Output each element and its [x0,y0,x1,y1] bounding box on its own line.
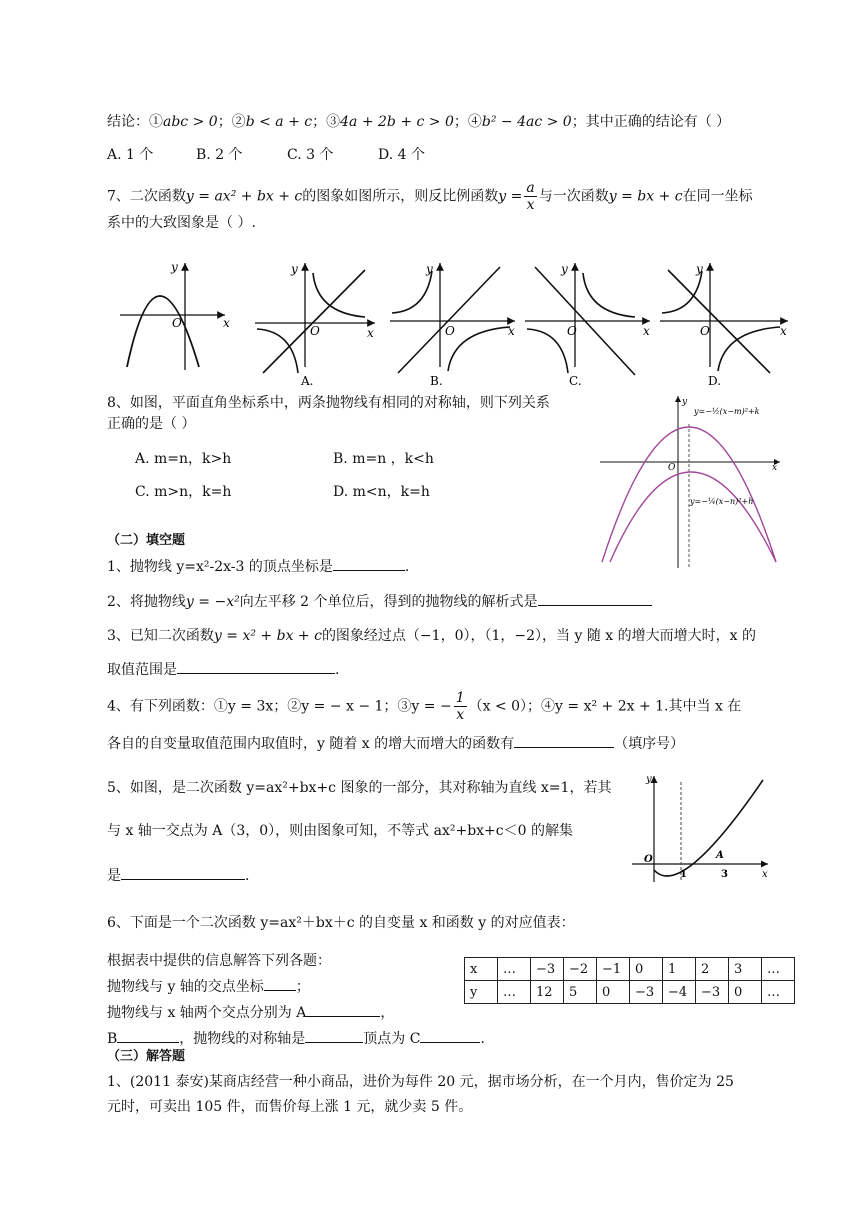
table-cell: −3 [531,958,564,981]
fill-q4-frac-num: 1 [455,690,465,706]
q7-frac-den: x [526,197,535,213]
fill-q1-end: . [404,559,410,575]
fill-q3-expr: y = x² + bx + c [213,628,322,644]
q8-option-c[interactable]: C. m>n，k=h [135,484,232,500]
fill-q3-text-b: 的图象经过点（−1，0），（1，−2），当 y 随 x 的增大而增大时，x 的 [321,628,756,644]
svg-text:x: x [780,324,787,338]
q7-frac-num: a [526,180,535,196]
q7-linear: y = bx + c [608,188,683,205]
fill-q5-tick-3: 3 [721,869,728,880]
svg-text:O: O [668,463,676,473]
conclusion-4: b² − 4ac > 0 [481,114,572,130]
fill-q5-tick-1: 1 [680,869,687,880]
conclusion-3-mark: ；③ [312,114,341,130]
svg-text:O: O [567,324,577,338]
fill-q3-line2 [107,659,339,680]
fill-q5-blank[interactable] [121,865,245,880]
table-row [465,981,795,1004]
table-cell: 2 [696,958,729,981]
q6-option-c[interactable]: C. 3 个 [287,147,334,163]
svg-text:y: y [696,262,703,276]
section2-heading: （二）填空题 [107,533,186,548]
table-cell: −2 [564,958,597,981]
q6-option-d[interactable]: D. 4 个 [378,147,425,163]
q7-y-label: y [171,260,178,274]
q7-origin-label: O [172,316,182,330]
q8-option-b[interactable]: B. m=n ，k<h [333,451,434,467]
q8-option-a[interactable]: A. m=n，k>h [135,451,232,467]
table-cell: −3 [630,981,663,1004]
svg-text:O: O [700,324,710,338]
fill-q6-blank-axis[interactable] [305,1028,363,1043]
table-cell: … [498,981,531,1004]
answer-q1-line2: 元时，可卖出 105 件，而售价每上涨 1 元，就少卖 5 件。 [107,1099,473,1115]
conclusions-prefix: 结论： [107,114,149,130]
table-cell: x [465,958,498,981]
q8-curve2-label: y=−¼(x−n)²+h [690,497,754,506]
fill-q5-x-label: x [762,869,768,880]
fill-q3-blank[interactable] [177,659,335,674]
fill-q5-line2: 与 x 轴一交点为 A（3，0），则由图象可知，不等式 ax²+bx+c＜0 的解集 [107,823,573,839]
q8-line1: 8、如图，平面直角坐标系中，两条抛物线有相同的对称轴，则下列关系 [107,395,550,411]
table-cell: 0 [597,981,630,1004]
conclusion-4-mark: ；④ [453,114,482,130]
table-cell: −3 [696,981,729,1004]
q7-text-a: 7、二次函数 [107,188,186,205]
q8-curve1-label: y=−½(x−m)²+k [694,407,760,416]
fill-q4-frac-den: x [456,707,465,723]
svg-text:x: x [772,463,778,473]
conclusion-1-mark: ① [149,114,163,130]
fill-q4 [107,690,741,723]
value-table [464,957,795,1004]
fill-q6-sub4-vertex-text: 顶点为 C [363,1031,421,1047]
table-cell: −4 [663,981,696,1004]
table-cell: y [465,981,498,1004]
fill-q3-end: . [335,662,340,678]
fill-q6-blank-vertex[interactable] [420,1028,480,1043]
fill-q2 [107,591,652,612]
conclusion-3: 4a + 2b + c > 0 [340,114,454,130]
fill-q6-sub3-end: ， [380,1005,395,1021]
fill-q6-sub2-end: ； [295,979,310,995]
fill-q4-blank[interactable] [514,733,614,748]
fill-q6-blank-b[interactable] [117,1028,179,1043]
svg-text:x: x [367,326,374,340]
q7-graphs [115,255,795,390]
fill-q5-line3 [107,865,249,886]
fill-q6-sub2 [107,976,310,997]
table-cell: 12 [531,981,564,1004]
q7-label-c: C. [569,374,582,388]
q7-fraction [524,180,536,213]
q7-label-b: B. [430,374,443,388]
fill-q1-blank[interactable] [333,556,405,571]
q7-graph-d[interactable] [660,262,788,388]
conclusion-2-mark: ；② [217,114,246,130]
fill-q5-point-a: A [716,850,724,861]
conclusion-2: b < a + c [245,114,313,130]
q7-line1 [107,180,753,213]
q7-label-a: A. [301,374,314,388]
fill-q2-blank[interactable] [538,591,652,606]
svg-text:y: y [682,397,688,407]
fill-q5-graph [628,770,773,886]
svg-text:x: x [643,324,650,338]
q7-text-d: 在同一坐标 [682,188,753,205]
table-cell: 3 [729,958,762,981]
fill-q6-sub2-text: 抛物线与 y 轴的交点坐标 [107,979,264,995]
fill-q6-sub4 [107,1028,485,1049]
q8-graph [600,392,785,570]
q6-conclusions-line [107,112,730,132]
section3-heading: （三）解答题 [107,1049,186,1064]
fill-q5-end: . [245,868,250,884]
fill-q4-text-b: （x < 0）；④y = x² + 2x + 1.其中当 x 在 [468,698,742,715]
answer-q1-line1: 1、(2011 泰安)某商店经营一种小商品，进价为每件 20 元，据市场分析，在一个月内，售价定为 25 [107,1074,734,1090]
q8-curve-2 [610,472,776,562]
fill-q6-sub1: 根据表中提供的信息解答下列各题： [107,953,331,969]
q7-quadratic: y = ax² + bx + c [185,188,303,205]
fill-q4-text-a: 4、有下列函数：①y = 3x；②y = − x − 1；③y = − [107,698,452,715]
table-cell: 5 [564,981,597,1004]
q7-x-label: x [223,316,230,330]
fill-q4-line2-tail: （填序号） [614,736,685,752]
fill-q3-line2-text: 取值范围是 [107,662,177,678]
table-cell: 0 [729,981,762,1004]
table-cell: … [498,958,531,981]
q8-line2: 正确的是（ ） [107,416,196,432]
fill-q6-sub4-end: . [480,1031,485,1047]
fill-q5-line3-text: 是 [107,868,121,884]
q7-graph-c[interactable] [525,262,650,388]
fill-q2-text-b: 向左平移 2 个单位后，得到的抛物线的解析式是 [239,594,538,610]
fill-q4-line2 [107,733,684,754]
table-cell: −1 [597,958,630,981]
q6-option-b[interactable]: B. 2 个 [196,147,243,163]
fill-q1 [107,556,409,577]
fill-q6-sub3-text: 抛物线与 x 轴两个交点分别为 A [107,1005,307,1021]
svg-text:O: O [445,324,455,338]
fill-q5-curve [654,780,763,876]
fill-q6-blank-a[interactable] [306,1002,380,1017]
fill-q3-text-a: 3、已知二次函数 [107,628,214,644]
svg-text:x: x [508,324,515,338]
table-cell: … [762,958,795,981]
q7-graph-b[interactable] [390,262,515,388]
table-row [465,958,795,981]
conclusions-tail: ；其中正确的结论有（ ） [571,114,731,130]
table-cell: 1 [663,958,696,981]
q7-frac-lhs: y = [498,188,523,205]
fill-q4-line2-text: 各自的自变量取值范围内取值时，y 随着 x 的增大而增大的函数有 [107,736,515,752]
svg-text:y: y [426,262,433,276]
fill-q6-blank-y-intercept[interactable] [264,976,296,991]
q7-graph-a[interactable] [255,262,375,388]
table-cell: … [762,981,795,1004]
conclusion-1: abc > 0 [163,114,218,130]
q7-text-c: 与一次函数 [538,188,609,205]
q8-option-d[interactable]: D. m<n，k=h [333,484,430,500]
table-cell: 0 [630,958,663,981]
svg-text:O: O [310,324,320,338]
fill-q1-text: 1、抛物线 y=x²-2x-3 的顶点坐标是 [107,559,333,575]
q7-line2: 系中的大致图象是（ ）. [107,215,256,231]
fill-q3 [107,626,756,646]
fill-q2-text-a: 2、将抛物线 [107,594,186,610]
svg-text:y: y [291,262,298,276]
fill-q6-sub4-b: B [107,1031,118,1047]
svg-text:y: y [561,262,568,276]
fill-q2-expr: y = −x² [185,594,240,610]
q7-parabola-graph [120,260,230,370]
fill-q5-y-label: y [646,774,652,785]
q6-option-a[interactable]: A. 1 个 [107,147,154,163]
fill-q6-line1: 6、下面是一个二次函数 y=ax²＋bx＋c 的自变量 x 和函数 y 的对应值表： [107,915,575,931]
fill-q6-sub4-axis-text: ，抛物线的对称轴是 [179,1031,306,1047]
fill-q5-origin: O [644,854,653,865]
fill-q5-line1: 5、如图，是二次函数 y=ax²+bx+c 图象的一部分，其对称轴为直线 x=1，若其 [107,780,612,796]
q7-parabola-curve [127,296,199,367]
fill-q4-fraction [454,690,467,723]
q7-text-b: 的图象如图所示，则反比例函数 [302,188,499,205]
fill-q6-sub3 [107,1002,394,1023]
q7-label-d: D. [708,374,722,388]
